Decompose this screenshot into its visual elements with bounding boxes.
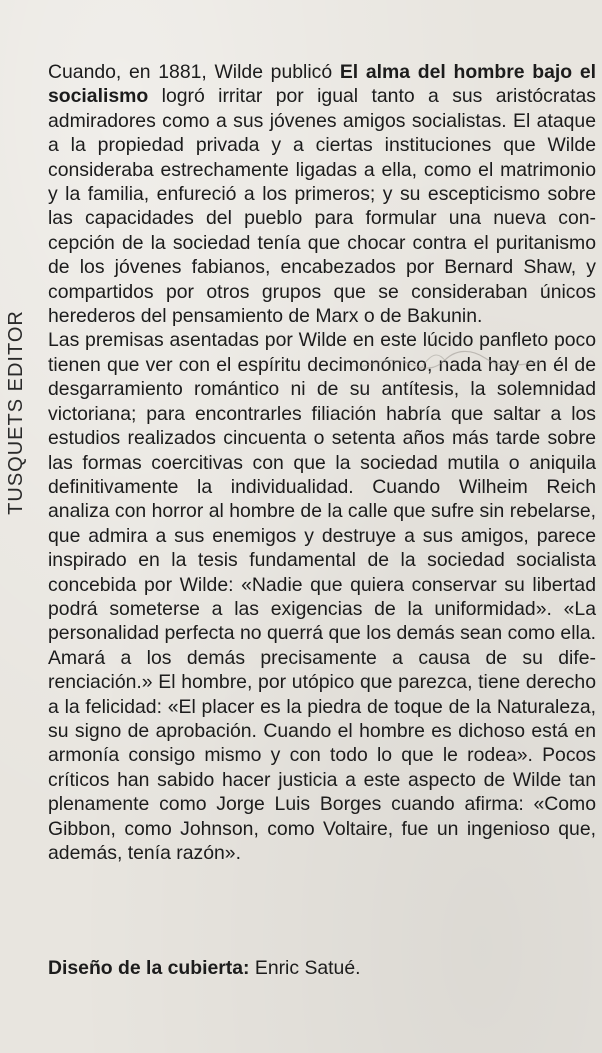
paragraph-1-body: logró irritar por igual tanto a sus aristócratas admiradores como a sus jóvenes amigos socialistas. El ataque a la propiedad privada y a ciertas instituciones que Wilde consideraba estrechamente ligadas a ella, como el matrimonio y la familia, enfureció a los primeros; y su escepticismo sobre las capacidades del pueblo para formular una nueva concepción de la sociedad tenía que chocar contra el puritanismo de los jóvenes fabianos, encabezados por Bernard Shaw, y compartidos por otros grupos que se consideraban únicos herederos del pensamiento de Marx o de Bakunin. (48, 85, 596, 328)
publisher-imprint (2, 300, 30, 525)
blurb-text (48, 60, 596, 865)
blurb-paragraph-1 (48, 60, 596, 328)
book-title: El alma del hombre bajo el socialismo (48, 61, 597, 108)
pen-scribble-mark (350, 340, 550, 380)
credit-value: Enric Satué. (249, 957, 361, 979)
cover-design-credit (48, 956, 361, 980)
paragraph-1-intro: Cuando, en 1881, Wilde publicó (48, 61, 340, 83)
publisher-name: TUSQUETS EDITOR (4, 310, 27, 515)
credit-label: Diseño de la cubierta: (48, 957, 250, 979)
blurb-paragraph-2: Las premisas asentadas por Wilde en este lúcido panfleto poco tienen que ver con el espíritu decimonónico, nada hay en él de desgarramiento romántico ni de su antítesis, la solemnidad victoriana; para encontrarles filiación habría que saltar a los estudios realizados cincuenta o setenta años más tarde sobre las formas coercitivas con que la sociedad mutila o aniquila definitivamente la individualidad. Cuando Wilheim Reich analiza con horror al hombre de la calle que sufre sin rebelarse, que admira a sus enemigos y destruye a sus amigos, parece inspirado en la tesis fundamental de la sociedad socialista concebida por Wilde: «Nadie que quiera conservar su libertad podrá someterse a las exigencias de la uniformidad». «La personalidad perfecta no querrá que los demás sean como ella. Amará a los demás precisamente a causa de su diferenciación.» El hombre, por utópico que parezca, tiene derecho a la felicidad: «El placer es la piedra de toque de la Naturaleza, su signo de aprobación. Cuando el hombre es dichoso está en armonía consigo mismo y con todo lo que le rodea». Pocos críticos han sabido hacer justicia a este aspecto de Wilde tan plenamente como Jorge Luis Borges cuando afirma: «Como Gibbon, como Johnson, como Voltaire, fue un ingenioso que, además, tenía razón». (48, 329, 596, 864)
